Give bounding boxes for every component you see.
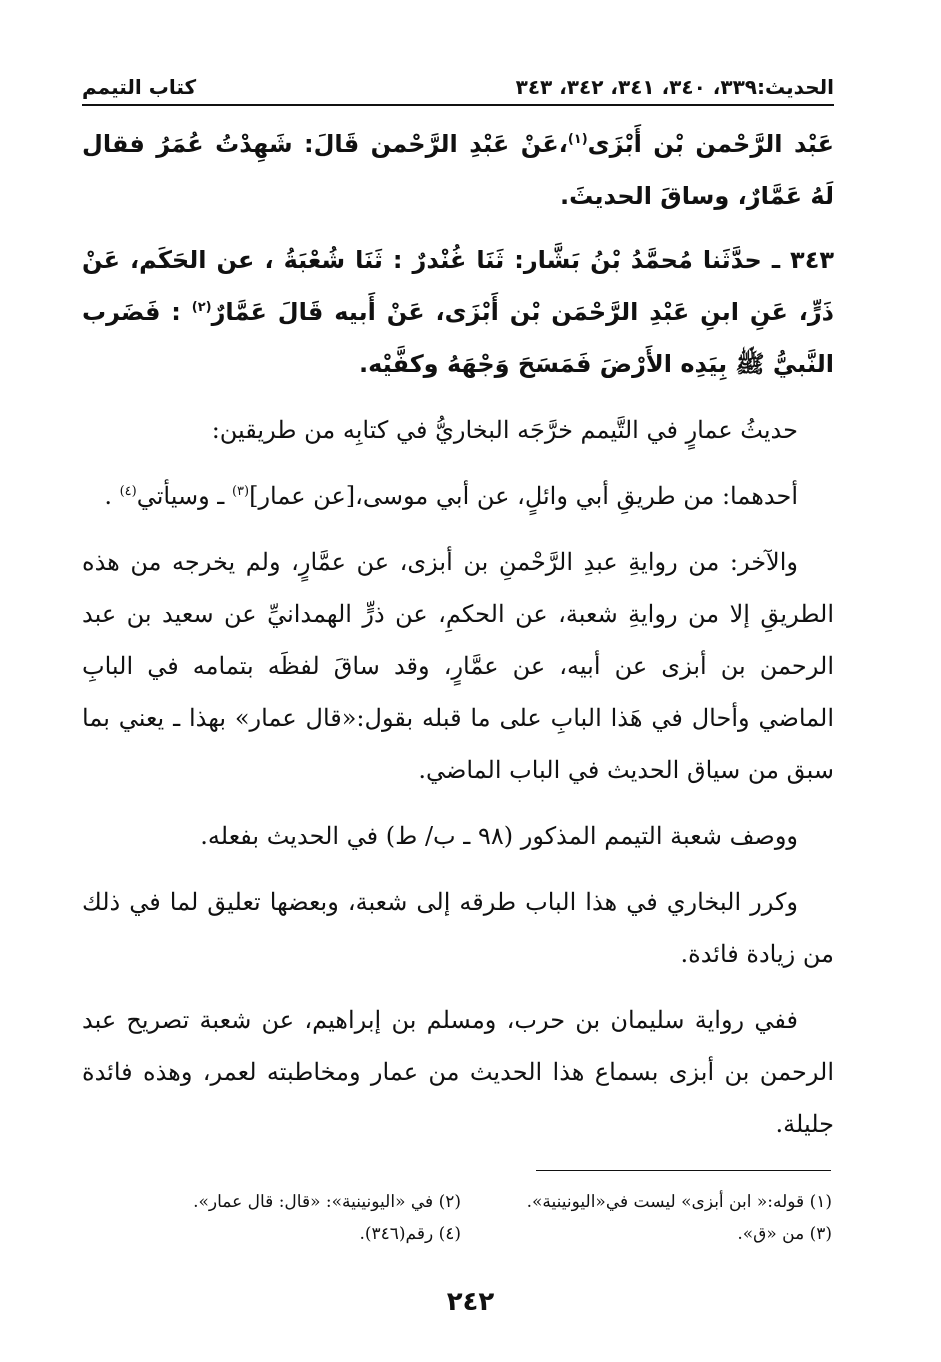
- commentary-paragraph: [82, 470, 834, 522]
- page-number: ٢٤٢: [446, 1287, 495, 1317]
- header-divider: [82, 104, 834, 106]
- footnotes: [90, 1186, 832, 1250]
- hadith-text: ٣٤٣ ـ حدَّثَنا مُحمَّدُ بْنُ بَشَّار: ثَنَا غُنْدرٌ : ثَنَا شُعْبَةُ ، عن الحَكَم، عَنْ ذَرٍّ، عَنِ ابنِ عَبْدِ الرَّحْمَن بْن أَبْزَى، عَنْ أَبيه قَالَ عَمَّارٌ: [82, 246, 834, 326]
- commentary-paragraph: ووصف شعبة التيمم المذكور (٩٨ ـ ب/ ط) في الحديث بفعله.: [200, 822, 798, 850]
- hadith-text: : فَضَرب النَّبيُّ ﷺ بِيَدِه الأَرْضَ فَمَسَحَ وَجْهَهُ وكفَّيْه.: [82, 298, 834, 378]
- book-title: كتاب التيمم: [82, 75, 197, 99]
- footnote-ref: (٤): [119, 484, 137, 499]
- footnote-ref: (١): [567, 132, 588, 147]
- footnote-4: (٤) رقم(٣٤٦).: [359, 1224, 461, 1244]
- commentary-text: .: [104, 482, 120, 510]
- footnote-divider: [536, 1170, 831, 1171]
- commentary-text: ـ وسيأتي: [136, 482, 232, 510]
- hadith-text: عَبْد الرَّحْمن بْن أَبْزَى: [587, 130, 834, 158]
- hadith-text: ،عَنْ عَبْدِ الرَّحْمن قَالَ: شَهِدْتُ عُمَرُ فقال لَهُ عَمَّارٌ، وساقَ الحديثَ.: [82, 130, 834, 210]
- commentary-text: أحدهما: من طريقِ أبي وائلٍ، عن أبي موسى،[عن عمار]: [249, 482, 798, 510]
- footnote-2: (٢) في «اليونينية»: «قال: قال عمار».: [193, 1192, 461, 1212]
- footnote-row: [90, 1186, 832, 1218]
- hadith-342-ending: [82, 118, 834, 222]
- footnote-ref: (٢): [191, 300, 212, 315]
- commentary-paragraph: والآخر: من روايةِ عبدِ الرَّحْمنِ بن أبزى، عن عمَّارٍ، ولم يخرجه من هذه الطريقِ إلا من روايةِ شعبة، عن الحكمِ، عن ذرٍّ الهمدانيِّ عن سعيد بن عبد الرحمن بن أبزى عن أبيه، عن عمَّارٍ، وقد ساقَ لفظَه بتمامه في البابِ الماضي وأحال في هَذا البابِ على ما قبله بقول:«قال عمار» بهذا ـ يعني بما سبق من سياق الحديث في الباب الماضي.: [82, 548, 834, 784]
- footnote-ref: (٣): [231, 484, 250, 499]
- commentary-paragraph: حديثُ عمارٍ في التَّيمم خرَّجَه البخاريُّ في كتابِه من طريقين:: [211, 416, 798, 444]
- hadith-range: الحديث:٣٣٩، ٣٤٠، ٣٤١، ٣٤٢، ٣٤٣: [515, 75, 834, 99]
- hadith-343: [82, 234, 834, 390]
- commentary-paragraph: ففي رواية سليمان بن حرب، ومسلم بن إبراهيم، عن شعبة تصريح عبد الرحمن بن أبزى بسماع هذا الحديث من عمار ومخاطبته لعمر، وهذه فائدة جليلة.: [82, 1006, 834, 1138]
- commentary-paragraph: وكرر البخاري في هذا الباب طرقه إلى شعبة، وبعضها تعليق لما في ذلك من زيادة فائدة.: [82, 888, 834, 968]
- footnote-row: [90, 1218, 832, 1250]
- footnote-1: (١) قوله:« ابن أبزى» ليست في«اليونينية».: [526, 1192, 832, 1212]
- main-text: [82, 118, 834, 1150]
- running-header: [82, 72, 834, 102]
- footnote-3: (٣) من «ق».: [737, 1224, 832, 1244]
